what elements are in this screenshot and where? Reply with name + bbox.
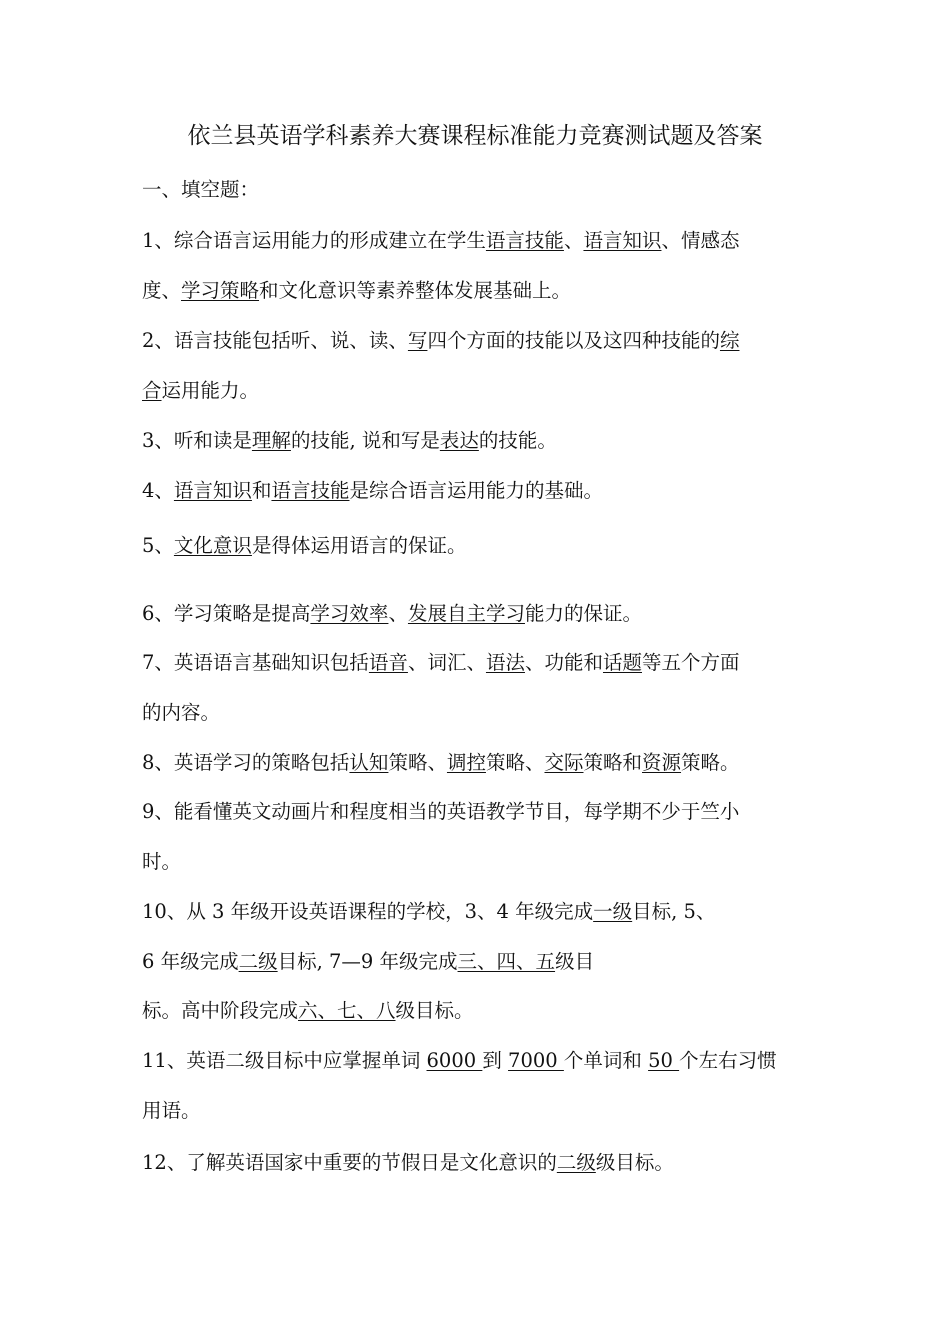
answer-blank: 一级 bbox=[593, 900, 633, 923]
text: 是得体运用语言的保证。 bbox=[251, 534, 467, 557]
text: 到 bbox=[482, 1049, 509, 1072]
question-12 bbox=[142, 1148, 832, 1178]
answer-blank: 6000 bbox=[426, 1049, 483, 1072]
question-10-line-3 bbox=[142, 996, 832, 1026]
answer-blank: 语言知识 bbox=[583, 229, 662, 252]
answer-blank: 表达 bbox=[439, 429, 479, 452]
text: 标。高中阶段完成 bbox=[142, 999, 299, 1022]
answer-blank: 话题 bbox=[602, 651, 642, 674]
text: 、情感态 bbox=[661, 229, 740, 252]
answer-blank: 理解 bbox=[251, 429, 291, 452]
answer-blank: 六、七、八 bbox=[298, 999, 396, 1022]
text: 个单词和 bbox=[563, 1049, 649, 1072]
answer-blank: 文化意识 bbox=[173, 534, 252, 557]
text: 、 bbox=[388, 602, 408, 625]
question-1-line-1 bbox=[142, 226, 832, 256]
answer-blank: 语言技能 bbox=[485, 229, 564, 252]
question-4 bbox=[142, 476, 832, 506]
text: 11、英语二级目标中应掌握单词 bbox=[142, 1049, 427, 1072]
text: 级目标。 bbox=[595, 1151, 674, 1174]
answer-blank: 语言技能 bbox=[271, 479, 350, 502]
text: 策略。 bbox=[681, 751, 740, 774]
question-3 bbox=[142, 426, 832, 456]
answer-blank: 学习策略 bbox=[181, 279, 260, 302]
answer-blank: 合 bbox=[142, 379, 162, 402]
text: 能力的保证。 bbox=[524, 602, 642, 625]
question-8 bbox=[142, 748, 832, 778]
text: 12、了解英语国家中重要的节假日是文化意识的 bbox=[142, 1151, 557, 1174]
answer-blank: 认知 bbox=[349, 751, 389, 774]
answer-blank: 调控 bbox=[446, 751, 486, 774]
text: 个左右习惯 bbox=[679, 1049, 777, 1072]
text: 10、从 3 年级开设英语课程的学校，3、4 年级完成 bbox=[142, 900, 594, 923]
text: 6、学习策略是提高 bbox=[142, 602, 311, 625]
answer-blank: 综 bbox=[719, 329, 740, 352]
text: 目标, 7—9 年级完成 bbox=[277, 950, 458, 973]
text: 2、语言技能包括听、说、读、 bbox=[142, 329, 408, 352]
answer-blank: 交际 bbox=[544, 751, 584, 774]
text: 和文化意识等素养整体发展基础上。 bbox=[259, 279, 572, 302]
answer-blank: 三、四、五 bbox=[457, 950, 556, 973]
question-7-line-2 bbox=[142, 698, 832, 728]
question-6 bbox=[142, 599, 832, 629]
question-10-line-1 bbox=[142, 897, 832, 927]
question-11-line-1 bbox=[142, 1046, 832, 1076]
answer-blank: 写 bbox=[407, 329, 428, 352]
text: 策略、 bbox=[388, 751, 447, 774]
answer-blank: 语言知识 bbox=[173, 479, 252, 502]
text: 6 年级完成 bbox=[142, 950, 239, 973]
text: 级目标。 bbox=[395, 999, 474, 1022]
text: 、词汇、 bbox=[407, 651, 486, 674]
text: 、功能和 bbox=[524, 651, 603, 674]
text: 策略、 bbox=[485, 751, 545, 774]
text: 3、听和读是 bbox=[142, 429, 252, 452]
question-9-line-2 bbox=[142, 847, 832, 877]
text: 等五个方面 bbox=[642, 651, 740, 674]
text: 4、 bbox=[142, 479, 174, 502]
text: 1、综合语言运用能力的形成建立在学生 bbox=[142, 229, 486, 252]
text: 、 bbox=[563, 229, 584, 252]
text: 的内容。 bbox=[142, 701, 221, 724]
question-2-line-1 bbox=[142, 326, 832, 356]
text: 9、能看懂英文动画片和程度相当的英语教学节目，每学期不少于竺小 bbox=[142, 800, 740, 823]
question-10-line-2 bbox=[142, 947, 832, 977]
text: 7、英语语言基础知识包括 bbox=[142, 651, 369, 674]
question-1-line-2 bbox=[142, 276, 832, 306]
text: 度、 bbox=[142, 279, 182, 302]
answer-blank: 二级 bbox=[556, 1151, 596, 1174]
text: 运用能力。 bbox=[161, 379, 260, 402]
answer-blank: 语法 bbox=[485, 651, 525, 674]
question-2-line-2 bbox=[142, 376, 832, 406]
answer-blank: 7000 bbox=[508, 1049, 564, 1072]
document-title: 依兰县英语学科素养大赛课程标准能力竞赛测试题及答案 bbox=[187, 123, 763, 149]
text: 目标, 5、 bbox=[632, 900, 716, 923]
text: 的技能。 bbox=[478, 429, 557, 452]
answer-blank: 资源 bbox=[642, 751, 682, 774]
answer-blank: 语音 bbox=[368, 651, 408, 674]
text: 时。 bbox=[142, 850, 182, 873]
text: 的技能, 说和写是 bbox=[290, 429, 440, 452]
text: 8、英语学习的策略包括 bbox=[142, 751, 350, 774]
text: 和 bbox=[251, 479, 272, 502]
text: 级目 bbox=[555, 950, 595, 973]
answer-blank: 二级 bbox=[238, 950, 278, 973]
question-9-line-1 bbox=[142, 797, 832, 827]
text: 5、 bbox=[142, 534, 174, 557]
question-7-line-1 bbox=[142, 648, 832, 678]
text: 策略和 bbox=[583, 751, 643, 774]
answer-blank: 50 bbox=[648, 1049, 680, 1072]
answer-blank: 发展自主学习 bbox=[407, 602, 525, 625]
question-5 bbox=[142, 531, 832, 561]
section-heading: 一、填空题： bbox=[142, 178, 260, 201]
text: 用语。 bbox=[142, 1099, 201, 1122]
question-11-line-2 bbox=[142, 1096, 832, 1126]
text: 四个方面的技能以及这四种技能的 bbox=[427, 329, 720, 352]
text: 是综合语言运用能力的基础。 bbox=[349, 479, 603, 502]
answer-blank: 学习效率 bbox=[310, 602, 389, 625]
